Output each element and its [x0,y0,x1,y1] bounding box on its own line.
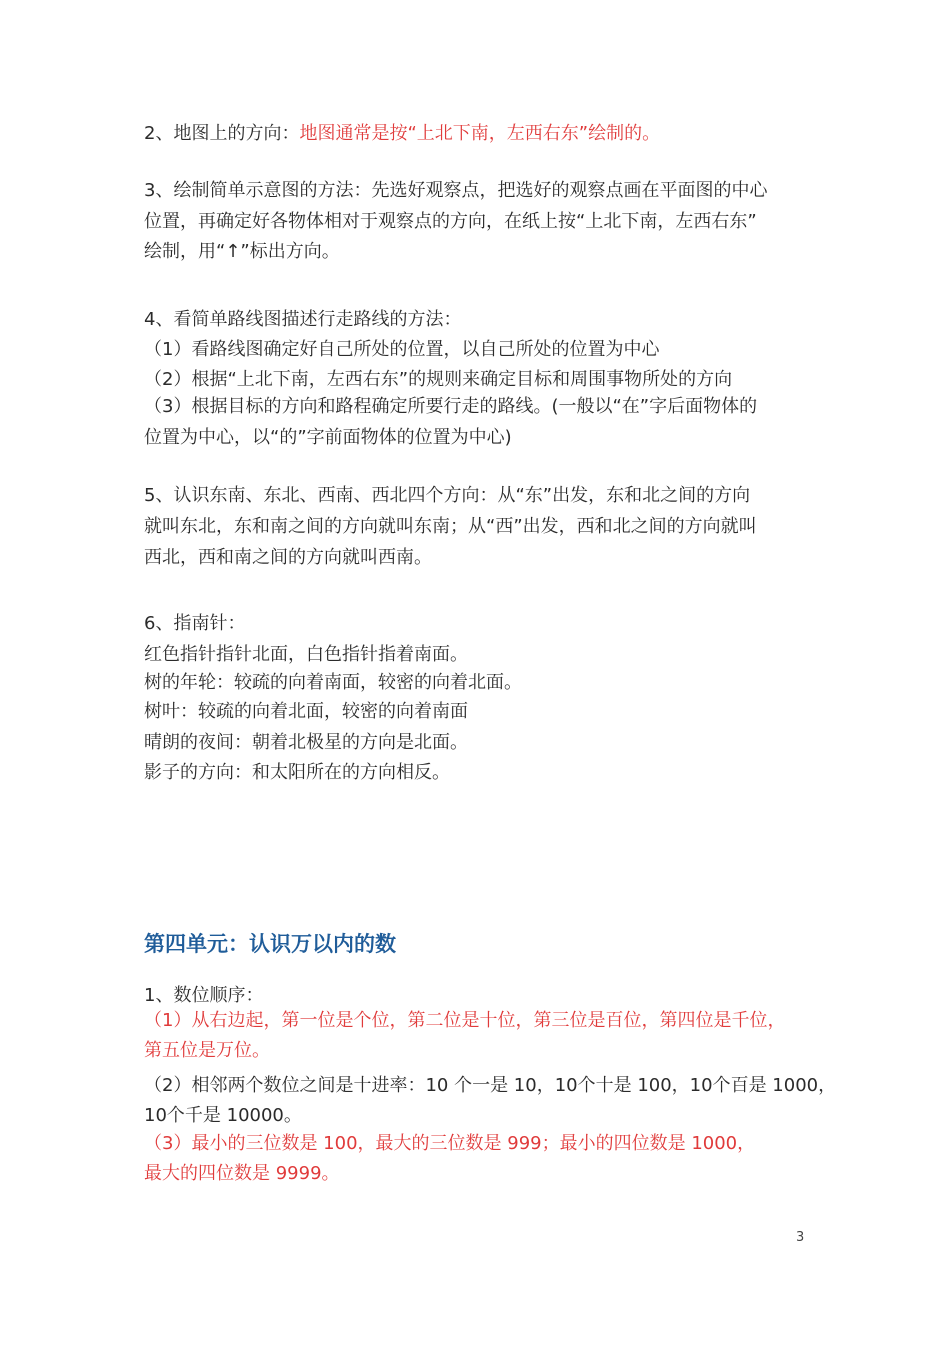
item6-line-2: 红色指针指针北面，白色指针指着南面。 [144,644,468,665]
item3-line-3: 绘制，用“↑”标出方向。 [144,241,340,262]
item4-line-1: 4、看简单路线图描述行走路线的方法： [144,309,462,330]
item6-line-3: 树的年轮：较疏的向着南面，较密的向着北面。 [144,672,522,693]
item4-line-4: （3）根据目标的方向和路程确定所要行走的路线。(一般以“在”字后面物体的 [144,396,758,417]
item2-label: 2、地图上的方向： [144,123,300,144]
unit4-red-a-2: 第五位是万位。 [144,1040,270,1061]
item6-line-1: 6、指南针： [144,613,246,634]
item5-line-1: 5、认识东南、东北、西南、西北四个方向：从“东”出发，东和北之间的方向 [144,485,751,506]
item2-line [144,119,660,149]
item4-line-5: 位置为中心，以“的”字前面物体的位置为中心) [144,427,512,448]
unit4-item1-title: 1、数位顺序： [144,985,264,1006]
unit4-black-b-2: 10个千是 10000。 [144,1105,302,1126]
item5-line-2: 就叫东北，东和南之间的方向就叫东南；从“西”出发，西和北之间的方向就叫 [144,516,757,537]
unit4-red-c-1: （3）最小的三位数是 100，最大的三位数是 999；最小的四位数是 1000， [144,1133,756,1154]
item5-line-3: 西北，西和南之间的方向就叫西南。 [144,547,432,568]
item4-line-2: （1）看路线图确定好自己所处的位置，以自己所处的位置为中心 [144,339,660,360]
item6-line-5: 晴朗的夜间：朝着北极星的方向是北面。 [144,732,468,753]
unit4-red-c-2: 最大的四位数是 9999。 [144,1163,340,1184]
unit4-heading: 第四单元：认识万以内的数 [144,931,396,956]
unit4-black-b-1: （2）相邻两个数位之间是十进率：10 个一是 10，10个十是 100，10个百是 1000， [144,1075,837,1096]
item2-highlight: 地图通常是按“上北下南，左西右东”绘制的。 [299,123,661,144]
item4-line-3: （2）根据“上北下南，左西右东”的规则来确定目标和周围事物所处的方向 [144,369,733,390]
item3-line-1: 3、绘制简单示意图的方法：先选好观察点，把选好的观察点画在平面图的中心 [144,180,768,201]
item6-line-6: 影子的方向：和太阳所在的方向相反。 [144,762,450,783]
page-number: 3 [796,1230,805,1245]
item6-line-4: 树叶：较疏的向着北面，较密的向着南面 [144,701,468,722]
unit4-red-a-1: （1）从右边起，第一位是个位，第二位是十位，第三位是百位，第四位是千位， [144,1010,786,1031]
item3-line-2: 位置，再确定好各物体相对于观察点的方向，在纸上按“上北下南，左西右东” [144,211,757,232]
